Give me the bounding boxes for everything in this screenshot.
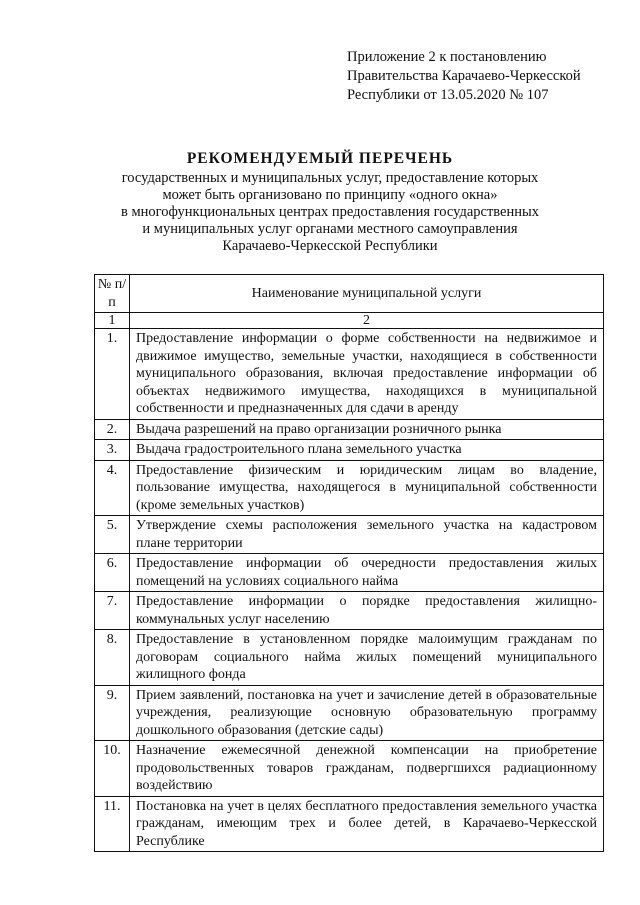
row-number: 1.: [95, 329, 130, 420]
row-number: 6.: [95, 554, 130, 592]
row-number: 5.: [95, 516, 130, 554]
row-number: 8.: [95, 630, 130, 686]
document-title: РЕКОМЕНДУЕМЫЙ ПЕРЕЧЕНЬ: [186, 150, 454, 167]
service-name: Предоставление физическим и юридическим лицам во владение, пользование имущества, находящегося в муниципальной собственности (кроме земельных участков): [130, 460, 604, 516]
column-number: 1: [95, 313, 130, 329]
service-name: Утверждение схемы расположения земельного участка на кадастровом плане территории: [130, 516, 604, 554]
column-number: 2: [130, 313, 604, 329]
table-row: [95, 419, 604, 440]
table-row: [95, 630, 604, 686]
table-row: [95, 329, 604, 420]
row-number: 10.: [95, 741, 130, 797]
table-row: [95, 685, 604, 741]
subtitle-line: Карачаево-Черкесской Республики: [222, 238, 438, 254]
row-number: 11.: [95, 796, 130, 852]
header-name: Наименование муниципальной услуги: [130, 275, 604, 313]
row-number: 4.: [95, 460, 130, 516]
service-name: Предоставление информации о порядке предоставления жилищно-коммунальных услуг населению: [130, 592, 604, 630]
table-row: [95, 592, 604, 630]
subtitle-line: в многофункциональных центрах предоставления государственных: [120, 204, 540, 220]
document-subtitle: [100, 170, 560, 255]
table-header-row: [95, 275, 604, 313]
table-row: [95, 796, 604, 852]
row-number: 7.: [95, 592, 130, 630]
service-name: Предоставление информации о форме собственности на недвижимое и движимое имущество, земельные участки, находящиеся в собственности муниципального образования, включая предоставление информации об объектах недвижимого имущества, находящихся в муниципальной собственности и предназначенных для сдачи в аренду: [130, 329, 604, 420]
subtitle-line: государственных и муниципальных услуг, предоставление которых: [121, 170, 539, 186]
subtitle-line: и муниципальных услуг органами местного самоуправления: [142, 221, 518, 237]
row-number: 2.: [95, 419, 130, 440]
header-num: № п/п: [95, 275, 130, 313]
service-name: Предоставление информации об очередности предоставления жилых помещений на условиях социального найма: [130, 554, 604, 592]
service-name: Выдача градостроительного плана земельного участка: [130, 440, 604, 461]
row-number: 3.: [95, 440, 130, 461]
table-row: [95, 741, 604, 797]
row-number: 9.: [95, 685, 130, 741]
appendix-line: Приложение 2 к постановлению: [347, 49, 547, 65]
table-row: [95, 516, 604, 554]
table-row: [95, 460, 604, 516]
appendix-line: Правительства Карачаево-Черкесской: [347, 68, 581, 84]
table-row: [95, 554, 604, 592]
service-name: Постановка на учет в целях бесплатного предоставления земельного участка гражданам, имеющим трех и более детей, в Карачаево-Черкесской Республике: [130, 796, 604, 852]
service-name: Прием заявлений, постановка на учет и зачисление детей в образовательные учреждения, реализующие основную образовательную программу дошкольного образования (детские сады): [130, 685, 604, 741]
appendix-line: Республики от 13.05.2020 № 107: [347, 87, 549, 103]
service-name: Предоставление в установленном порядке малоимущим гражданам по договорам социального найма жилых помещений муниципального жилищного фонда: [130, 630, 604, 686]
column-numbers-row: [95, 313, 604, 329]
subtitle-line: может быть организовано по принципу «одного окна»: [162, 187, 498, 203]
services-table: [94, 274, 604, 852]
service-name: Назначение ежемесячной денежной компенсации на приобретение продовольственных товаров гражданам, подвергшихся радиационному воздействию: [130, 741, 604, 797]
table-row: [95, 440, 604, 461]
appendix-reference: [347, 48, 581, 105]
service-name: Выдача разрешений на право организации розничного рынка: [130, 419, 604, 440]
